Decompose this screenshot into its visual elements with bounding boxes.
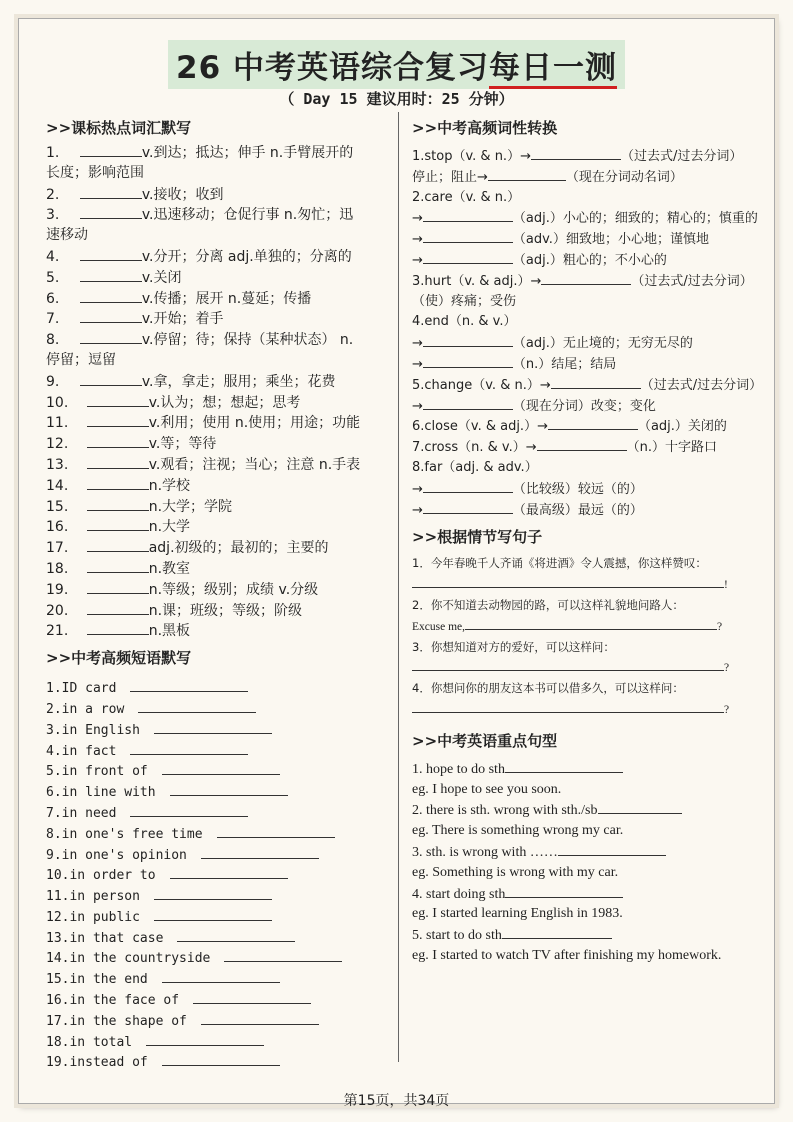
answer-blank[interactable] <box>130 803 248 817</box>
conversion-item <box>412 437 757 458</box>
vocab-definition: adj.初级的；最初的；主要的 <box>148 540 329 557</box>
key-example <box>412 946 747 967</box>
conversion-hint: （比较级）较远（的） <box>512 481 643 497</box>
subtitle: （ Day 15 建议用时：25 分钟） <box>279 90 514 108</box>
phrase-item <box>46 845 391 866</box>
vocab-item <box>46 475 391 496</box>
vocab-definition: n.学校 <box>148 477 191 494</box>
answer-blank[interactable] <box>551 375 641 389</box>
title-area <box>0 40 793 89</box>
phrase-text: 9.in one's opinion <box>46 847 187 863</box>
vocab-number: 14. <box>46 477 69 494</box>
phrase-item <box>46 824 391 845</box>
conversion-item <box>412 208 757 229</box>
conversion-prompt: → <box>412 356 423 372</box>
answer-blank[interactable] <box>130 678 248 692</box>
answer-blank[interactable] <box>423 229 513 243</box>
vocab-number: 9. <box>46 373 60 390</box>
conversion-item <box>412 146 757 167</box>
vocab-item <box>46 288 391 309</box>
conversion-prompt: → <box>412 252 423 268</box>
phrase-text: 12.in public <box>46 909 140 925</box>
vocab-item <box>46 600 391 621</box>
vocab-definition: n.大学 <box>148 519 191 536</box>
situation-question <box>412 553 757 574</box>
vocab-definition: v.接收；收到 <box>141 186 224 203</box>
vocab-item <box>46 308 391 329</box>
vocab-number: 2. <box>46 186 60 203</box>
vocab-definition: v.认为；想；想起；思考 <box>148 394 301 411</box>
vocab-definition: n.大学；学院 <box>148 498 233 515</box>
right-column <box>412 115 763 967</box>
vocab-number: 18. <box>46 560 69 577</box>
vocab-item <box>46 142 391 163</box>
conversion-hint: （过去式/过去分词） <box>620 149 743 164</box>
phrase-item <box>46 928 391 949</box>
conversion-item <box>412 500 757 521</box>
conversion-item <box>412 333 757 354</box>
conversion-prompt: 2.care（v. & n.） <box>412 189 521 205</box>
vocab-number: 3. <box>46 207 60 224</box>
situation-list <box>412 553 757 719</box>
conversion-prompt: → <box>412 502 423 518</box>
vocab-header: >>课标热点词汇默写 <box>46 119 192 137</box>
phrase-text: 2.in a row <box>46 701 125 717</box>
vocab-definition: v.拿，拿走；服用；乘坐；花费 <box>141 373 336 390</box>
vocab-definition: v.等；等待 <box>148 436 217 453</box>
phrase-text: 5.in front of <box>46 764 148 780</box>
vocab-item-continuation <box>46 163 391 184</box>
answer-blank[interactable] <box>87 392 149 407</box>
key-pattern-text: 5. start to do sth <box>412 928 502 944</box>
situation-answer-line <box>412 616 757 637</box>
vocab-definition: v.分开；分离 adj.单独的；分离的 <box>141 248 352 265</box>
conversion-item <box>412 167 757 188</box>
conversion-item <box>412 312 757 333</box>
answer-blank[interactable] <box>80 267 142 282</box>
phrase-text: 10.in order to <box>46 868 156 884</box>
phrase-header: >>中考高频短语默写 <box>46 649 192 668</box>
conversion-item <box>412 416 757 437</box>
phrase-item <box>46 1032 391 1053</box>
answer-blank[interactable] <box>80 371 142 386</box>
answer-blank[interactable] <box>80 288 142 303</box>
answer-blank[interactable] <box>87 412 149 427</box>
vocab-number: 15. <box>46 498 69 515</box>
phrase-text: 16.in the face of <box>46 993 180 1009</box>
vocab-item <box>46 516 391 537</box>
situation-text: 2．你不知道去动物园的路，可以这样礼貌地问路人： <box>412 597 684 612</box>
phrase-item <box>46 865 391 886</box>
answer-blank[interactable] <box>598 800 682 814</box>
conversion-prompt: （使）疼痛；受伤 <box>412 293 517 309</box>
conversion-item <box>412 458 757 479</box>
vocab-item <box>46 620 391 641</box>
answer-blank[interactable] <box>138 699 256 713</box>
answer-blank[interactable] <box>217 824 335 838</box>
phrase-item <box>46 761 391 782</box>
phrase-item <box>46 803 391 824</box>
conversion-prompt: 4.end（n. & v.） <box>412 314 517 330</box>
phrase-text: 7.in need <box>46 805 117 821</box>
answer-blank[interactable] <box>130 741 248 755</box>
key-example-text: eg. There is something wrong my car. <box>412 823 624 839</box>
answer-blank[interactable] <box>423 396 513 410</box>
key-pattern-text: 2. there is sth. wrong with sth./sb <box>412 803 598 819</box>
key-pattern-text: 1. hope to do sth <box>412 761 505 777</box>
key-pattern <box>412 884 757 905</box>
vocab-item <box>46 433 391 454</box>
answer-blank[interactable] <box>423 208 513 222</box>
conversion-hint: （adj.）粗心的；不小心的 <box>512 252 667 268</box>
conversion-hint: （n.）结尾；结局 <box>512 356 617 372</box>
conversion-hint: （adj.）关闭的 <box>637 419 727 435</box>
key-pattern-text: 3. sth. is wrong with …… <box>412 844 558 860</box>
conversion-header: >>中考高频词性转换 <box>412 119 558 137</box>
page-title: 26 中考英语综合复习每日一测 <box>168 40 625 89</box>
vocab-definition: v.迅速移动；仓促行事 n.匆忙；迅 <box>141 207 354 224</box>
answer-blank[interactable] <box>465 616 717 630</box>
situation-answer-line <box>412 657 757 678</box>
key-pattern <box>412 842 757 863</box>
vocab-item-continuation <box>46 350 391 371</box>
vocab-item <box>46 412 391 433</box>
phrase-text: 3.in English <box>46 722 140 738</box>
answer-blank[interactable] <box>162 761 280 775</box>
vocab-number: 21. <box>46 623 69 640</box>
situation-end-mark: ? <box>717 620 723 633</box>
vocab-definition-cont: 速移动 <box>46 227 88 244</box>
answer-blank[interactable] <box>412 657 724 671</box>
phrase-item <box>46 699 391 720</box>
situation-question <box>412 637 757 658</box>
key-pattern <box>412 925 757 946</box>
situation-header: >>根据情节写句子 <box>412 528 543 547</box>
conversion-hint: （现在分词动名词） <box>565 169 683 185</box>
vocab-item <box>46 329 391 350</box>
vocab-list <box>46 142 391 641</box>
vocab-definition: v.停留；待；保持（某种状态） n. <box>141 332 354 349</box>
left-column <box>46 115 391 1073</box>
conversion-item <box>412 479 757 500</box>
situation-prefix: Excuse me, <box>412 620 466 633</box>
answer-blank[interactable] <box>87 475 149 490</box>
conversion-item <box>412 396 757 417</box>
conversion-prompt: 停止；阻止→ <box>412 169 488 185</box>
conversion-prompt: → <box>412 481 423 497</box>
vocab-number: 4. <box>46 248 60 265</box>
vocab-item <box>46 184 391 205</box>
answer-blank[interactable] <box>423 479 513 493</box>
phrase-item <box>46 720 391 741</box>
key-pattern <box>412 759 757 780</box>
phrase-item <box>46 782 391 803</box>
answer-blank[interactable] <box>423 333 513 347</box>
conversion-item <box>412 229 757 250</box>
phrase-list <box>46 678 391 1073</box>
vocab-item <box>46 371 391 392</box>
vocab-item <box>46 496 391 517</box>
answer-blank[interactable] <box>193 990 311 1004</box>
answer-blank[interactable] <box>87 579 149 594</box>
key-example <box>412 821 747 842</box>
answer-blank[interactable] <box>162 1052 280 1066</box>
answer-blank[interactable] <box>412 574 724 588</box>
conversion-hint: （过去式/过去分词） <box>631 273 753 289</box>
phrase-text: 15.in the end <box>46 972 148 988</box>
key-pattern <box>412 800 757 821</box>
situation-end-mark: ? <box>724 662 730 675</box>
answer-blank[interactable] <box>201 845 319 859</box>
vocab-definition: n.等级；级别；成绩 v.分级 <box>148 581 319 598</box>
phrase-text: 8.in one's free time <box>46 826 203 842</box>
phrase-text: 19.instead of <box>46 1055 148 1071</box>
phrase-text: 1.ID card <box>46 681 117 697</box>
conversion-hint: （adv.）细致地；小心地；谨慎地 <box>512 232 709 248</box>
conversion-item <box>412 375 763 396</box>
vocab-item <box>46 579 391 600</box>
answer-blank[interactable] <box>177 928 295 942</box>
conversion-item <box>412 292 757 313</box>
conversion-list <box>412 146 763 520</box>
vocab-number: 10. <box>46 394 69 411</box>
vocab-number: 12. <box>46 436 69 453</box>
conversion-item <box>412 354 757 375</box>
phrase-text: 14.in the countryside <box>46 951 211 967</box>
phrase-text: 13.in that case <box>46 930 164 946</box>
vocab-definition: v.传播；展开 n.蔓延；传播 <box>141 290 312 307</box>
answer-blank[interactable] <box>505 759 623 773</box>
phrase-text: 11.in person <box>46 889 140 905</box>
vocab-definition: v.到达；抵达；伸手 n.手臂展开的 <box>141 145 354 161</box>
answer-blank[interactable] <box>502 925 612 939</box>
answer-blank[interactable] <box>80 142 142 157</box>
answer-blank[interactable] <box>80 204 142 219</box>
vocab-definition-cont: 停留；逗留 <box>46 351 116 368</box>
situation-text: 4．你想问你的朋友这本书可以借多久，可以这样问： <box>412 681 684 696</box>
vocab-number: 11. <box>46 415 69 432</box>
answer-blank[interactable] <box>548 416 638 430</box>
answer-blank[interactable] <box>423 250 513 264</box>
vocab-definition: v.开始；着手 <box>141 311 224 328</box>
column-divider <box>398 112 399 1062</box>
answer-blank[interactable] <box>87 433 149 448</box>
answer-blank[interactable] <box>154 907 272 921</box>
phrase-text: 17.in the shape of <box>46 1013 187 1029</box>
situation-answer-line <box>412 574 757 595</box>
key-example <box>412 780 747 801</box>
conversion-hint: （现在分词）改变；变化 <box>512 398 656 414</box>
phrase-text: 6.in line with <box>46 785 156 801</box>
answer-blank[interactable] <box>423 354 513 368</box>
phrase-item <box>46 948 391 969</box>
answer-blank[interactable] <box>201 1011 319 1025</box>
answer-blank[interactable] <box>488 167 566 181</box>
answer-blank[interactable] <box>80 246 142 261</box>
situation-text: 1．今年春晚千人齐诵《将进酒》令人震撼，你这样赞叹： <box>412 556 707 571</box>
conversion-hint: （过去式/过去分词） <box>640 377 763 393</box>
conversion-prompt: → <box>412 232 423 248</box>
situation-question <box>412 595 757 616</box>
vocab-item <box>46 558 391 579</box>
key-example-text: eg. I hope to see you soon. <box>412 781 562 797</box>
vocab-item-continuation <box>46 225 391 246</box>
vocab-item <box>46 392 391 413</box>
answer-blank[interactable] <box>87 620 149 635</box>
conversion-item <box>412 188 757 209</box>
phrase-item <box>46 990 391 1011</box>
page-number: 第15页，共34页 <box>343 1093 450 1109</box>
answer-blank[interactable] <box>80 308 142 323</box>
answer-blank[interactable] <box>87 600 149 615</box>
conversion-prompt: → <box>412 336 423 352</box>
answer-blank[interactable] <box>87 537 149 552</box>
answer-blank[interactable] <box>170 865 288 879</box>
conversion-hint: （adj.）无止境的；无穷无尽的 <box>512 336 693 352</box>
vocab-number: 16. <box>46 519 69 536</box>
key-example-text: eg. I started to watch TV after finishing my homework. <box>412 947 722 963</box>
situation-end-mark: ! <box>724 579 728 592</box>
vocab-number: 19. <box>46 581 69 598</box>
vocab-definition: v.利用；使用 n.使用；用途；功能 <box>148 415 361 432</box>
vocab-item <box>46 454 391 475</box>
conversion-hint: （n.）十字路口 <box>626 440 717 456</box>
vocab-definition: n.教室 <box>148 560 191 577</box>
conversion-item <box>412 250 757 271</box>
answer-blank[interactable] <box>154 720 272 734</box>
situation-answer-line <box>412 699 757 720</box>
vocab-definition: n.黑板 <box>148 623 191 640</box>
answer-blank[interactable] <box>87 454 149 469</box>
answer-blank[interactable] <box>87 516 149 531</box>
phrase-item <box>46 886 391 907</box>
answer-blank[interactable] <box>87 496 149 511</box>
vocab-item <box>46 267 391 288</box>
answer-blank[interactable] <box>558 842 666 856</box>
vocab-item <box>46 537 391 558</box>
answer-blank[interactable] <box>224 948 342 962</box>
answer-blank[interactable] <box>170 782 288 796</box>
answer-blank[interactable] <box>80 329 142 344</box>
phrase-item <box>46 969 391 990</box>
key-example <box>412 863 747 884</box>
conversion-prompt: 6.close（v. & adj.）→ <box>412 419 548 435</box>
answer-blank[interactable] <box>154 886 272 900</box>
answer-blank[interactable] <box>505 884 623 898</box>
phrase-item <box>46 1052 391 1073</box>
situation-question <box>412 678 757 699</box>
answer-blank[interactable] <box>541 271 631 285</box>
vocab-number: 5. <box>46 269 60 286</box>
key-sentence-list <box>412 759 757 967</box>
key-sentence-header: >>中考英语重点句型 <box>412 731 558 750</box>
vocab-number: 20. <box>46 602 69 619</box>
situation-end-mark: ? <box>724 703 730 716</box>
phrase-item <box>46 907 391 928</box>
vocab-definition: v.观看；注视；当心；注意 n.手表 <box>148 456 361 473</box>
vocab-number: 7. <box>46 311 60 328</box>
key-example-text: eg. I started learning English in 1983. <box>412 906 623 922</box>
conversion-prompt: 8.far（adj. & adv.） <box>412 459 538 475</box>
vocab-number: 6. <box>46 290 60 307</box>
vocab-number: 13. <box>46 456 69 473</box>
answer-blank[interactable] <box>146 1032 264 1046</box>
answer-blank[interactable] <box>412 699 724 713</box>
key-pattern-text: 4. start doing sth <box>412 886 506 902</box>
conversion-hint: （adj.）小心的；细致的；精心的；慎重的 <box>512 211 758 227</box>
vocab-definition-cont: 长度；影响范围 <box>46 164 144 181</box>
answer-blank[interactable] <box>80 184 142 199</box>
key-example-text: eg. Something is wrong with my car. <box>412 864 619 880</box>
vocab-definition: v.关闭 <box>141 269 182 286</box>
conversion-prompt: → <box>412 398 423 414</box>
answer-blank[interactable] <box>87 558 149 573</box>
phrase-item <box>46 741 391 762</box>
vocab-item <box>46 204 391 225</box>
conversion-prompt: 3.hurt（v. & adj.）→ <box>412 273 542 289</box>
vocab-number: 17. <box>46 540 69 557</box>
vocab-definition: n.课；班级；等级；阶级 <box>148 602 303 619</box>
phrase-item <box>46 678 391 699</box>
phrase-item <box>46 1011 391 1032</box>
conversion-hint: （最高级）最远（的） <box>512 502 643 518</box>
conversion-item <box>412 271 757 292</box>
conversion-prompt: 7.cross（n. & v.）→ <box>412 440 537 456</box>
situation-text: 3．你想知道对方的爱好，可以这样问： <box>412 639 615 654</box>
conversion-prompt: 5.change（v. & n.）→ <box>412 377 551 393</box>
answer-blank[interactable] <box>162 969 280 983</box>
phrase-text: 4.in fact <box>46 743 117 759</box>
conversion-prompt: 1.stop（v. & n.）→ <box>412 149 531 164</box>
phrase-text: 18.in total <box>46 1034 133 1050</box>
vocab-number: 1. <box>46 145 60 161</box>
vocab-number: 8. <box>46 332 60 349</box>
answer-blank[interactable] <box>423 500 513 514</box>
answer-blank[interactable] <box>531 146 621 160</box>
vocab-item <box>46 246 391 267</box>
conversion-prompt: → <box>412 211 423 227</box>
key-example <box>412 904 747 925</box>
answer-blank[interactable] <box>537 437 627 451</box>
